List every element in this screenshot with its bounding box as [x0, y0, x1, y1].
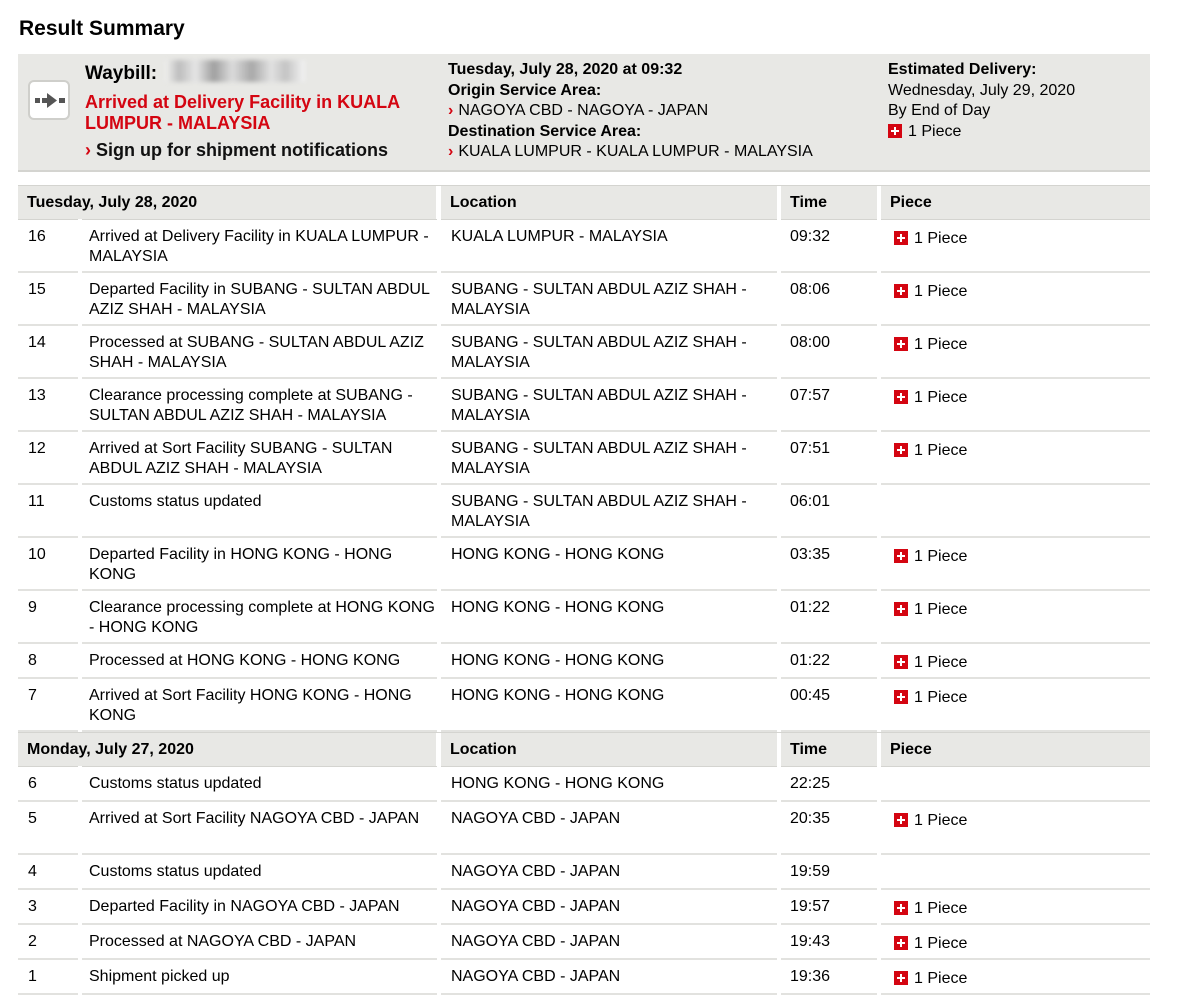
estimated-delivery-label: Estimated Delivery:	[888, 61, 1037, 78]
checkpoint-time: 01:22	[790, 599, 831, 616]
column-separator	[777, 889, 781, 925]
column-separator	[78, 325, 82, 379]
checkpoint-row	[18, 890, 1150, 925]
column-separator	[78, 678, 82, 732]
checkpoint-row	[18, 960, 1150, 995]
checkpoint-time: 01:22	[790, 652, 831, 669]
checkpoint-row	[18, 538, 1150, 591]
checkpoint-row	[18, 432, 1150, 485]
column-separator	[877, 924, 881, 960]
checkpoint-location: NAGOYA CBD - JAPAN	[451, 968, 621, 985]
piece-column-header: Piece	[881, 733, 1150, 766]
checkpoint-number: 8	[28, 652, 37, 669]
checkpoint-description: Departed Facility in HONG KONG - HONG KONG	[89, 546, 393, 583]
column-separator	[777, 801, 781, 855]
piece-toggle[interactable]: 1 Piece	[894, 899, 967, 919]
checkpoint-row	[18, 326, 1150, 379]
checkpoint-number: 5	[28, 810, 37, 827]
checkpoint-time: 07:57	[790, 387, 831, 404]
checkpoint-number: 7	[28, 687, 37, 704]
estimated-delivery-time: By End of Day	[888, 102, 991, 119]
checkpoint-description: Arrived at Sort Facility NAGOYA CBD - JAPAN	[89, 810, 420, 827]
time-column-header: Time	[781, 186, 877, 219]
column-separator	[777, 854, 781, 890]
column-separator	[78, 484, 82, 538]
checkpoint-number: 14	[28, 334, 46, 351]
checkpoint-location: HONG KONG - HONG KONG	[451, 775, 665, 792]
shipment-status: Arrived at Delivery Facility in KUALA LUMPUR - MALAYSIA	[85, 92, 400, 133]
group-date: Tuesday, July 28, 2020	[18, 186, 436, 219]
origin-label: Origin Service Area:	[448, 81, 602, 99]
checkpoint-row	[18, 273, 1150, 326]
signup-notifications-link[interactable]: › Sign up for shipment notifications	[85, 140, 388, 160]
checkpoint-time: 08:06	[790, 281, 831, 298]
column-separator	[78, 766, 82, 802]
location-column-header: Location	[441, 186, 777, 219]
piece-toggle[interactable]: 1 Piece	[894, 547, 967, 567]
column-separator	[777, 537, 781, 591]
expand-plus-icon[interactable]	[894, 655, 908, 669]
column-separator	[877, 537, 881, 591]
checkpoint-location: HONG KONG - HONG KONG	[451, 599, 665, 616]
piece-toggle[interactable]: 1 Piece	[894, 335, 967, 355]
checkpoint-number: 10	[28, 546, 46, 563]
checkpoint-description: Processed at HONG KONG - HONG KONG	[89, 652, 401, 669]
group-date: Monday, July 27, 2020	[18, 733, 436, 766]
checkpoint-number: 13	[28, 387, 46, 404]
piece-toggle[interactable]: 1 Piece	[894, 441, 967, 461]
checkpoint-row	[18, 644, 1150, 679]
checkpoint-number: 3	[28, 898, 37, 915]
checkpoint-description: Clearance processing complete at SUBANG - SULTAN ABDUL AZIZ SHAH - MALAYSIA	[89, 387, 413, 424]
checkpoint-description: Arrived at Sort Facility SUBANG - SULTAN ABDUL AZIZ SHAH - MALAYSIA	[89, 440, 393, 477]
checkpoint-location: NAGOYA CBD - JAPAN	[451, 863, 621, 880]
column-separator	[777, 272, 781, 326]
result-summary-panel	[18, 54, 1150, 172]
origin-value: › NAGOYA CBD - NAGOYA - JAPAN	[448, 102, 709, 119]
checkpoint-row	[18, 679, 1150, 732]
column-separator	[78, 272, 82, 326]
column-separator	[877, 590, 881, 644]
checkpoint-number: 4	[28, 863, 37, 880]
checkpoint-number: 2	[28, 933, 37, 950]
expand-plus-icon[interactable]	[894, 901, 908, 915]
piece-toggle[interactable]: 1 Piece	[894, 811, 967, 831]
checkpoint-description: Customs status updated	[89, 493, 262, 510]
checkpoint-number: 16	[28, 228, 46, 245]
estimated-delivery-date: Wednesday, July 29, 2020	[888, 81, 1076, 99]
checkpoint-description: Departed Facility in SUBANG - SULTAN ABDUL AZIZ SHAH - MALAYSIA	[89, 281, 430, 318]
column-separator	[877, 854, 881, 890]
column-separator	[877, 766, 881, 802]
checkpoint-location: NAGOYA CBD - JAPAN	[451, 933, 621, 950]
column-separator	[78, 537, 82, 591]
checkpoint-description: Processed at SUBANG - SULTAN ABDUL AZIZ SHAH - MALAYSIA	[89, 334, 424, 371]
checkpoint-description: Customs status updated	[89, 775, 262, 792]
expand-plus-icon[interactable]	[894, 813, 908, 827]
piece-toggle[interactable]: 1 Piece	[894, 653, 967, 673]
checkpoint-location: HONG KONG - HONG KONG	[451, 687, 665, 704]
checkpoint-description: Shipment picked up	[89, 968, 230, 985]
column-separator	[78, 854, 82, 890]
column-separator	[78, 431, 82, 485]
chevron-right-icon: ›	[448, 102, 454, 119]
checkpoint-number: 12	[28, 440, 46, 457]
column-separator	[877, 959, 881, 995]
pieces-toggle[interactable]: 1 Piece	[888, 122, 1075, 143]
checkpoint-time: 06:01	[790, 493, 831, 510]
piece-toggle[interactable]: 1 Piece	[894, 934, 967, 954]
column-separator	[777, 219, 781, 273]
checkpoint-time: 03:35	[790, 546, 831, 563]
column-separator	[877, 643, 881, 679]
destination-label: Destination Service Area:	[448, 122, 642, 140]
checkpoint-time: 09:32	[790, 228, 831, 245]
column-separator	[777, 924, 781, 960]
status-datetime: Tuesday, July 28, 2020 at 09:32	[448, 61, 683, 78]
column-separator	[777, 484, 781, 538]
column-separator	[78, 924, 82, 960]
checkpoint-number: 15	[28, 281, 46, 298]
checkpoint-row	[18, 220, 1150, 273]
expand-plus-icon[interactable]	[894, 690, 908, 704]
checkpoint-time: 19:59	[790, 863, 831, 880]
destination-value: › KUALA LUMPUR - KUALA LUMPUR - MALAYSIA	[448, 143, 813, 160]
page-title: Result Summary	[19, 17, 185, 40]
column-separator	[777, 643, 781, 679]
expand-plus-icon[interactable]	[894, 284, 908, 298]
estimated-delivery	[888, 60, 1075, 142]
column-separator	[777, 678, 781, 732]
checkpoint-number: 6	[28, 775, 37, 792]
piece-toggle[interactable]: 1 Piece	[894, 688, 967, 708]
checkpoint-description: Departed Facility in NAGOYA CBD - JAPAN	[89, 898, 400, 915]
column-separator	[78, 889, 82, 925]
checkpoint-row	[18, 485, 1150, 538]
checkpoint-description: Arrived at Sort Facility HONG KONG - HONG KONG	[89, 687, 412, 724]
checkpoint-time: 00:45	[790, 687, 831, 704]
piece-toggle[interactable]: 1 Piece	[894, 388, 967, 408]
column-separator	[877, 801, 881, 855]
expand-plus-icon[interactable]	[894, 971, 908, 985]
checkpoint-row	[18, 802, 1150, 855]
column-separator	[877, 219, 881, 273]
column-separator	[78, 590, 82, 644]
piece-toggle[interactable]: 1 Piece	[894, 229, 967, 249]
piece-column-header: Piece	[881, 186, 1150, 219]
checkpoint-location: SUBANG - SULTAN ABDUL AZIZ SHAH - MALAYSIA	[451, 493, 747, 530]
column-separator	[877, 378, 881, 432]
checkpoint-description: Arrived at Delivery Facility in KUALA LUMPUR - MALAYSIA	[89, 228, 429, 265]
column-separator	[78, 643, 82, 679]
column-separator	[777, 431, 781, 485]
expand-plus-icon[interactable]	[888, 124, 902, 138]
checkpoint-time: 19:36	[790, 968, 831, 985]
chevron-right-icon: ›	[448, 143, 454, 160]
column-separator	[777, 590, 781, 644]
checkpoint-location: SUBANG - SULTAN ABDUL AZIZ SHAH - MALAYSIA	[451, 440, 747, 477]
checkpoint-description: Customs status updated	[89, 863, 262, 880]
waybill-number-redacted	[165, 60, 305, 82]
checkpoint-description: Clearance processing complete at HONG KONG - HONG KONG	[89, 599, 435, 636]
piece-toggle[interactable]: 1 Piece	[894, 282, 967, 302]
expand-plus-icon[interactable]	[894, 390, 908, 404]
date-group-header	[18, 185, 1150, 220]
expand-plus-icon[interactable]	[894, 231, 908, 245]
checkpoint-time: 07:51	[790, 440, 831, 457]
checkpoint-location: HONG KONG - HONG KONG	[451, 652, 665, 669]
column-separator	[78, 219, 82, 273]
tracking-history-table	[18, 185, 1150, 995]
piece-toggle[interactable]: 1 Piece	[894, 600, 967, 620]
expand-plus-icon[interactable]	[894, 443, 908, 457]
checkpoint-time: 19:43	[790, 933, 831, 950]
checkpoint-location: SUBANG - SULTAN ABDUL AZIZ SHAH - MALAYSIA	[451, 281, 747, 318]
checkpoint-time: 08:00	[790, 334, 831, 351]
expand-plus-icon[interactable]	[894, 602, 908, 616]
expand-plus-icon[interactable]	[894, 337, 908, 351]
checkpoint-number: 9	[28, 599, 37, 616]
checkpoint-row	[18, 591, 1150, 644]
checkpoint-location: NAGOYA CBD - JAPAN	[451, 898, 621, 915]
checkpoint-location: KUALA LUMPUR - MALAYSIA	[451, 228, 668, 245]
checkpoint-row	[18, 767, 1150, 802]
checkpoint-location: NAGOYA CBD - JAPAN	[451, 810, 621, 827]
column-separator	[877, 678, 881, 732]
column-separator	[777, 959, 781, 995]
expand-plus-icon[interactable]	[894, 549, 908, 563]
expand-plus-icon[interactable]	[894, 936, 908, 950]
chevron-right-icon: ›	[85, 140, 91, 160]
column-separator	[78, 801, 82, 855]
shipment-arrow-icon	[28, 80, 70, 120]
checkpoint-time: 20:35	[790, 810, 831, 827]
time-column-header: Time	[781, 733, 877, 766]
checkpoint-number: 1	[28, 968, 37, 985]
checkpoint-time: 22:25	[790, 775, 831, 792]
checkpoint-number: 11	[28, 493, 45, 510]
column-separator	[877, 272, 881, 326]
service-area-info	[448, 60, 813, 163]
column-separator	[877, 431, 881, 485]
column-separator	[777, 766, 781, 802]
checkpoint-description: Processed at NAGOYA CBD - JAPAN	[89, 933, 357, 950]
column-separator	[877, 325, 881, 379]
column-separator	[877, 889, 881, 925]
checkpoint-row	[18, 379, 1150, 432]
date-group-header	[18, 732, 1150, 767]
piece-toggle[interactable]: 1 Piece	[894, 969, 967, 989]
column-separator	[877, 484, 881, 538]
location-column-header: Location	[441, 733, 777, 766]
checkpoint-location: SUBANG - SULTAN ABDUL AZIZ SHAH - MALAYSIA	[451, 334, 747, 371]
column-separator	[777, 378, 781, 432]
checkpoint-location: HONG KONG - HONG KONG	[451, 546, 665, 563]
checkpoint-row	[18, 925, 1150, 960]
checkpoint-row	[18, 855, 1150, 890]
column-separator	[78, 378, 82, 432]
checkpoint-location: SUBANG - SULTAN ABDUL AZIZ SHAH - MALAYSIA	[451, 387, 747, 424]
column-separator	[78, 959, 82, 995]
checkpoint-time: 19:57	[790, 898, 831, 915]
waybill-label: Waybill:	[85, 60, 305, 85]
column-separator	[777, 325, 781, 379]
